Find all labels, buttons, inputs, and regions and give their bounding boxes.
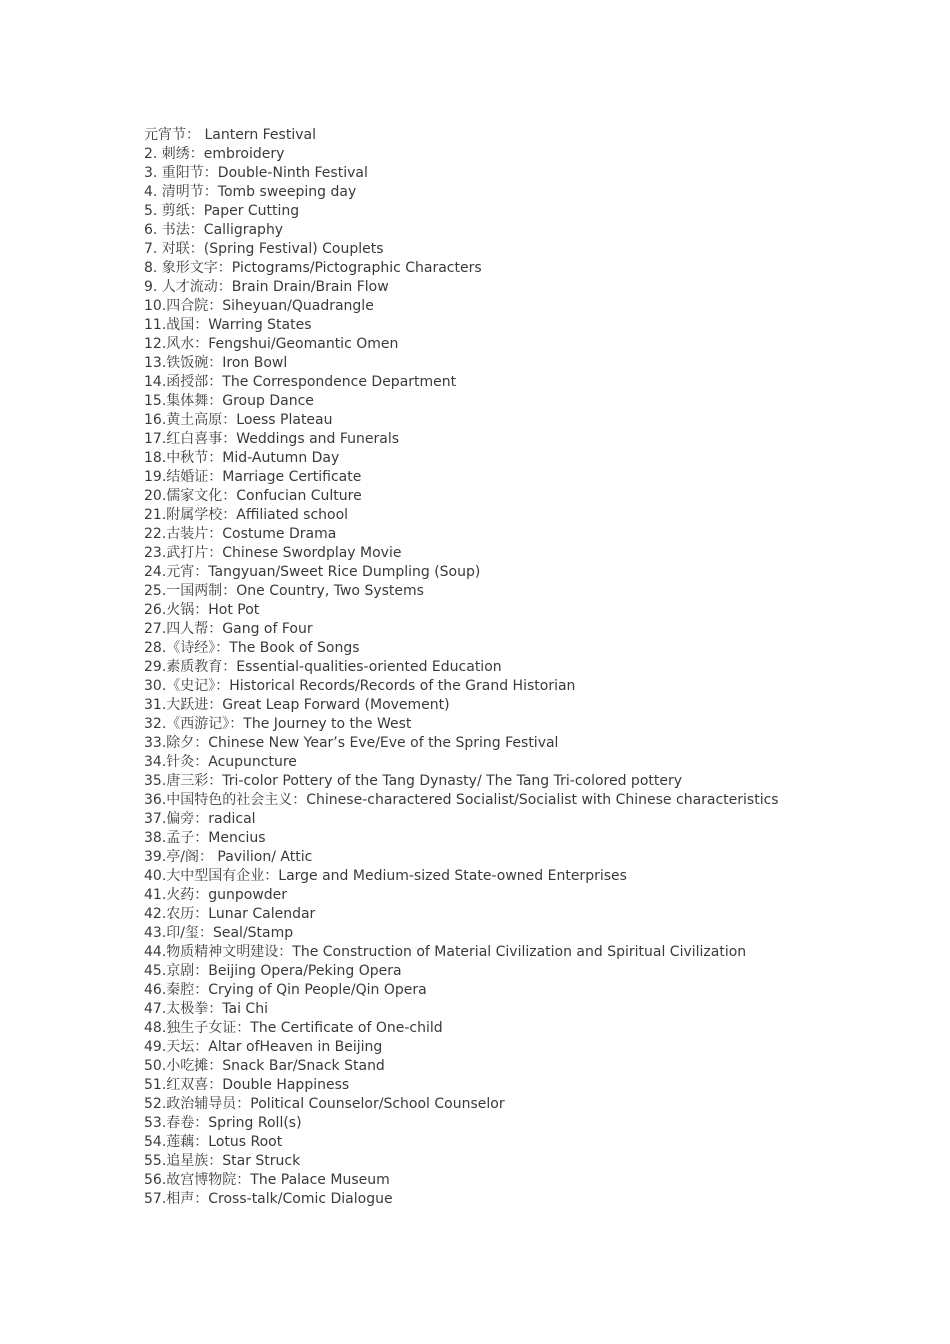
glossary-entry: 54.莲藕：Lotus Root [144,1134,283,1150]
glossary-entry: 53.春卷：Spring Roll(s) [144,1115,302,1131]
glossary-entry: 30.《史记》：Historical Records/Records of the Grand Historian [144,678,576,694]
glossary-entry: 11.战国：Warring States [144,317,312,333]
glossary-entry: 21.附属学校：Affiliated school [144,507,349,523]
glossary-entry: 43.印/玺：Seal/Stamp [144,925,294,941]
glossary-entry: 48.独生子女证：The Certificate of One-child [144,1020,443,1036]
glossary-entry: 41.火药：gunpowder [144,887,288,903]
glossary-entry: 10.四合院：Siheyuan/Quadrangle [144,298,374,314]
glossary-entry: 50.小吃摊：Snack Bar/Snack Stand [144,1058,385,1074]
glossary-entry: 6. 书法：Calligraphy [144,222,284,238]
glossary-entry: 36.中国特色的社会主义：Chinese-charactered Socialist/Socialist with Chinese characteristics [144,792,779,808]
glossary-entry: 16.黄土高原：Loess Plateau [144,412,333,428]
glossary-entry: 45.京剧：Beijing Opera/Peking Opera [144,963,402,979]
glossary-entry: 4. 清明节：Tomb sweeping day [144,184,357,200]
glossary-entry: 29.素质教育：Essential-qualities-oriented Education [144,659,502,675]
glossary-entry: 35.唐三彩：Tri-color Pottery of the Tang Dynasty/ The Tang Tri-colored pottery [144,773,683,789]
glossary-entry: 13.铁饭碗：Iron Bowl [144,355,288,371]
glossary-entry: 14.函授部：The Correspondence Department [144,374,457,390]
glossary-entry: 55.追星族：Star Struck [144,1153,301,1169]
glossary-entry: 5. 剪纸：Paper Cutting [144,203,300,219]
glossary-entry: 24.元宵：Tangyuan/Sweet Rice Dumpling (Soup) [144,564,481,580]
glossary-entry: 8. 象形文字：Pictograms/Pictographic Characters [144,260,482,276]
glossary-entry: 17.红白喜事：Weddings and Funerals [144,431,400,447]
glossary-entry: 3. 重阳节：Double-Ninth Festival [144,165,368,181]
glossary-list [144,126,779,1209]
glossary-entry: 27.四人帮：Gang of Four [144,621,313,637]
glossary-entry: 22.古装片：Costume Drama [144,526,337,542]
glossary-entry: 38.孟子：Mencius [144,830,266,846]
glossary-entry: 9. 人才流动：Brain Drain/Brain Flow [144,279,389,295]
glossary-entry: 元宵节： Lantern Festival [144,127,316,143]
glossary-entry: 40.大中型国有企业：Large and Medium-sized State-owned Enterprises [144,868,627,884]
glossary-entry: 52.政治辅导员：Political Counselor/School Counselor [144,1096,505,1112]
glossary-entry: 31.大跃进：Great Leap Forward (Movement) [144,697,450,713]
glossary-entry: 44.物质精神文明建设：The Construction of Material Civilization and Spiritual Civilization [144,944,747,960]
glossary-entry: 2. 刺绣：embroidery [144,146,285,162]
glossary-entry: 37.偏旁：radical [144,811,256,827]
glossary-entry: 51.红双喜：Double Happiness [144,1077,350,1093]
glossary-entry: 18.中秋节：Mid-Autumn Day [144,450,340,466]
glossary-entry: 20.儒家文化：Confucian Culture [144,488,362,504]
glossary-entry: 49.天坛：Altar ofHeaven in Beijing [144,1039,383,1055]
glossary-entry: 56.故宫博物院：The Palace Museum [144,1172,390,1188]
glossary-entry: 42.农历：Lunar Calendar [144,906,316,922]
glossary-entry: 57.相声：Cross-talk/Comic Dialogue [144,1191,393,1207]
glossary-entry: 39.亭/阁： Pavilion/ Attic [144,849,313,865]
glossary-entry: 47.太极拳：Tai Chi [144,1001,268,1017]
glossary-entry: 33.除夕：Chinese New Year’s Eve/Eve of the Spring Festival [144,735,559,751]
glossary-entry: 26.火锅：Hot Pot [144,602,260,618]
glossary-entry: 34.针灸：Acupuncture [144,754,297,770]
glossary-entry: 7. 对联：(Spring Festival) Couplets [144,241,384,257]
glossary-entry: 46.秦腔：Crying of Qin People/Qin Opera [144,982,427,998]
glossary-entry: 15.集体舞：Group Dance [144,393,314,409]
glossary-entry: 19.结婚证：Marriage Certificate [144,469,362,485]
glossary-entry: 12.风水：Fengshui/Geomantic Omen [144,336,399,352]
glossary-entry: 23.武打片：Chinese Swordplay Movie [144,545,402,561]
glossary-entry: 32.《西游记》：The Journey to the West [144,716,412,732]
glossary-entry: 25.一国两制：One Country, Two Systems [144,583,424,599]
glossary-entry: 28.《诗经》：The Book of Songs [144,640,360,656]
